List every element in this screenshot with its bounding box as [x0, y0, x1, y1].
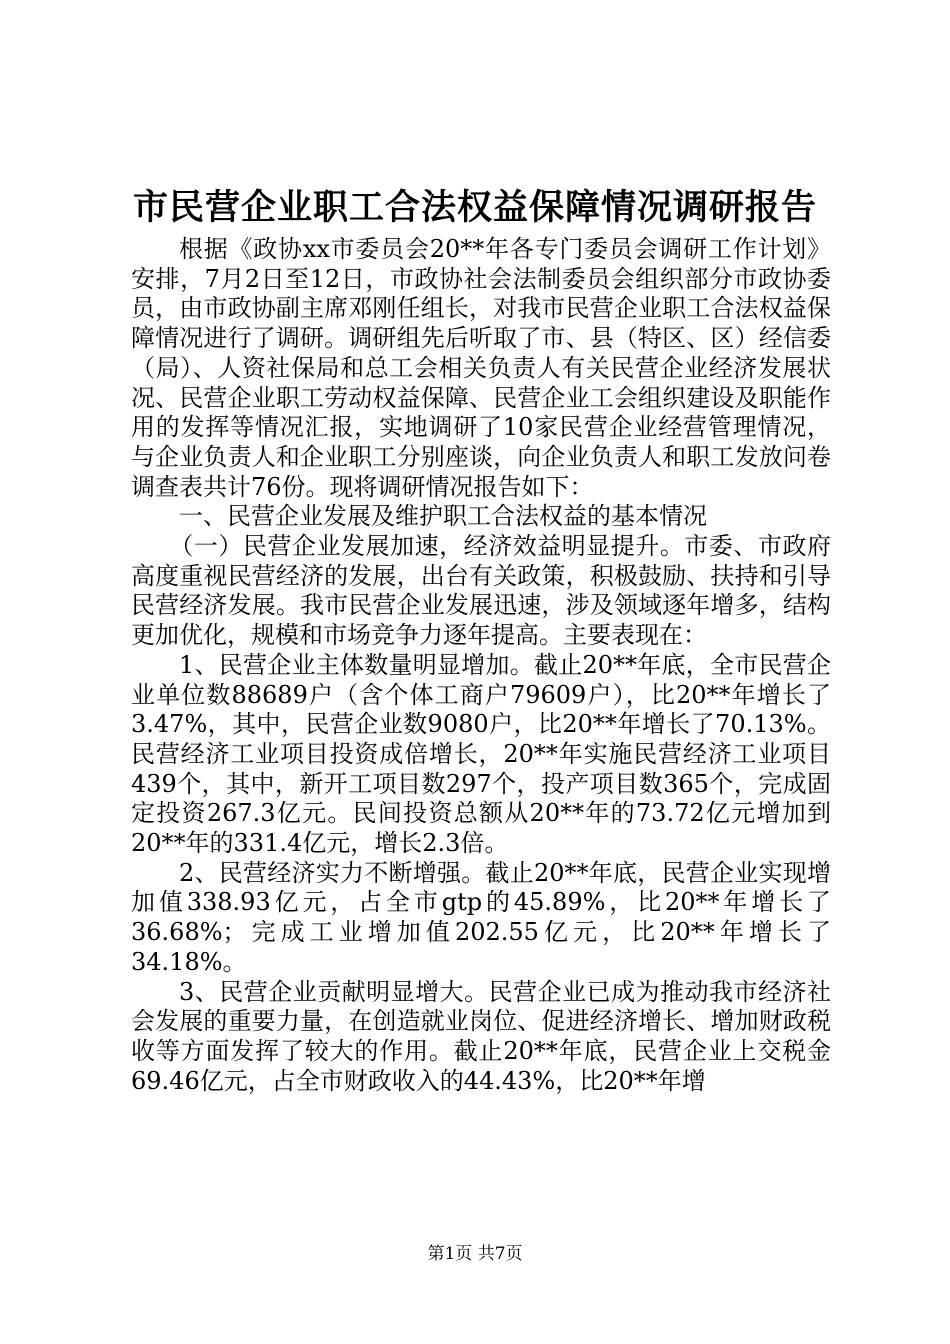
subsection-heading: （一）民营企业发展加速，经济效益明显提升。市委、市政府高度重视民营经济的发展，出台有关政策，积极鼓励、扶持和引导民营经济发展。我市民营企业发展迅速，涉及领域逐年增多，结构更加优化，规模和市场竞争力逐年提高。主要表现在： — [131, 532, 831, 650]
document-body — [131, 235, 831, 1096]
paragraph-item-1: 1、民营企业主体数量明显增加。截止20**年底，全市民营企业单位数88689户（含个体工商户79609户），比20**年增长了3.47%，其中，民营企业数9080户，比20**年增长了70.13%。民营经济工业项目投资成倍增长，20**年实施民营经济工业项目439个，其中，新开工项目数297个，投产项目数365个，完成固定投资267.3亿元。民间投资总额从20**年的73.72亿元增加到20**年的331.4亿元，增长2.3倍。 — [131, 650, 831, 858]
page-footer: 第1页 共7页 — [427, 1244, 523, 1264]
section-heading: 一、民营企业发展及维护职工合法权益的基本情况 — [179, 502, 707, 531]
paragraph-item-2: 2、民营经济实力不断增强。截止20**年底，民营企业实现增加值338.93亿元，占全市gtp的45.89%，比20**年增长了36.68%；完成工业增加值202.55亿元，比20**年增长了34.18%。 — [131, 858, 831, 976]
document-title: 市民营企业职工合法权益保障情况调研报告 — [132, 187, 817, 228]
paragraph-item-3: 3、民营企业贡献明显增大。民营企业已成为推动我市经济社会发展的重要力量，在创造就业岗位、促进经济增长、增加财政税收等方面发挥了较大的作用。截止20**年底，民营企业上交税金69.46亿元，占全市财政收入的44.43%，比20**年增 — [131, 977, 831, 1095]
paragraph-intro: 根据《政协xx市委员会20**年各专门委员会调研工作计划》安排，7月2日至12日，市政协社会法制委员会组织部分市政协委员，由市政协副主席邓刚任组长，对我市民营企业职工合法权益保障情况进行了调研。调研组先后听取了市、县（特区、区）经信委（局）、人资社保局和总工会相关负责人有关民营企业经济发展状况、民营企业职工劳动权益保障、民营企业工会组织建设及职能作用的发挥等情况汇报，实地调研了10家民营企业经营管理情况，与企业负责人和企业职工分别座谈，向企业负责人和职工发放问卷调查表共计76份。现将调研情况报告如下： — [131, 235, 831, 501]
